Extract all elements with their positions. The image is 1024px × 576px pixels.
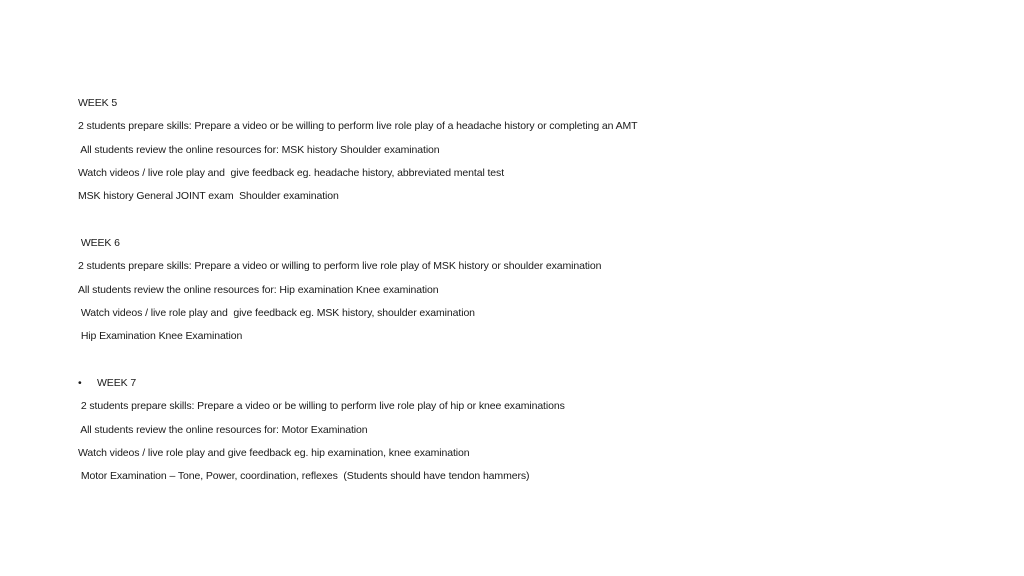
week6-line-1: 2 students prepare skills: Prepare a video or willing to perform live role play of MSK history or shoulder examination <box>78 260 602 272</box>
week6-line-3: Watch videos / live role play and give feedback eg. MSK history, shoulder examination <box>78 307 475 319</box>
week6-heading: WEEK 6 <box>78 237 120 249</box>
week7-heading: WEEK 7 <box>97 377 137 389</box>
week5-heading: WEEK 5 <box>78 97 118 109</box>
week5-line-1: 2 students prepare skills: Prepare a video or be willing to perform live role play of a headache history or completing an AMT <box>78 120 638 132</box>
week7-line-4: Motor Examination – Tone, Power, coordination, reflexes (Students should have tendon hammers) <box>78 470 530 482</box>
week7-line-1: 2 students prepare skills: Prepare a video or be willing to perform live role play of hip or knee examinations <box>78 400 565 412</box>
week7-line-3: Watch videos / live role play and give feedback eg. hip examination, knee examination <box>78 447 470 459</box>
week5-line-4: MSK history General JOINT exam Shoulder examination <box>78 190 339 202</box>
week5-line-3: Watch videos / live role play and give feedback eg. headache history, abbreviated mental test <box>78 167 505 179</box>
week6-line-2: All students review the online resources for: Hip examination Knee examination <box>78 284 439 296</box>
week7-bullet: • <box>78 377 82 389</box>
week6-line-4: Hip Examination Knee Examination <box>78 330 243 342</box>
week5-line-2: All students review the online resources for: MSK history Shoulder examination <box>78 144 440 156</box>
week7-line-2: All students review the online resources for: Motor Examination <box>78 424 368 436</box>
